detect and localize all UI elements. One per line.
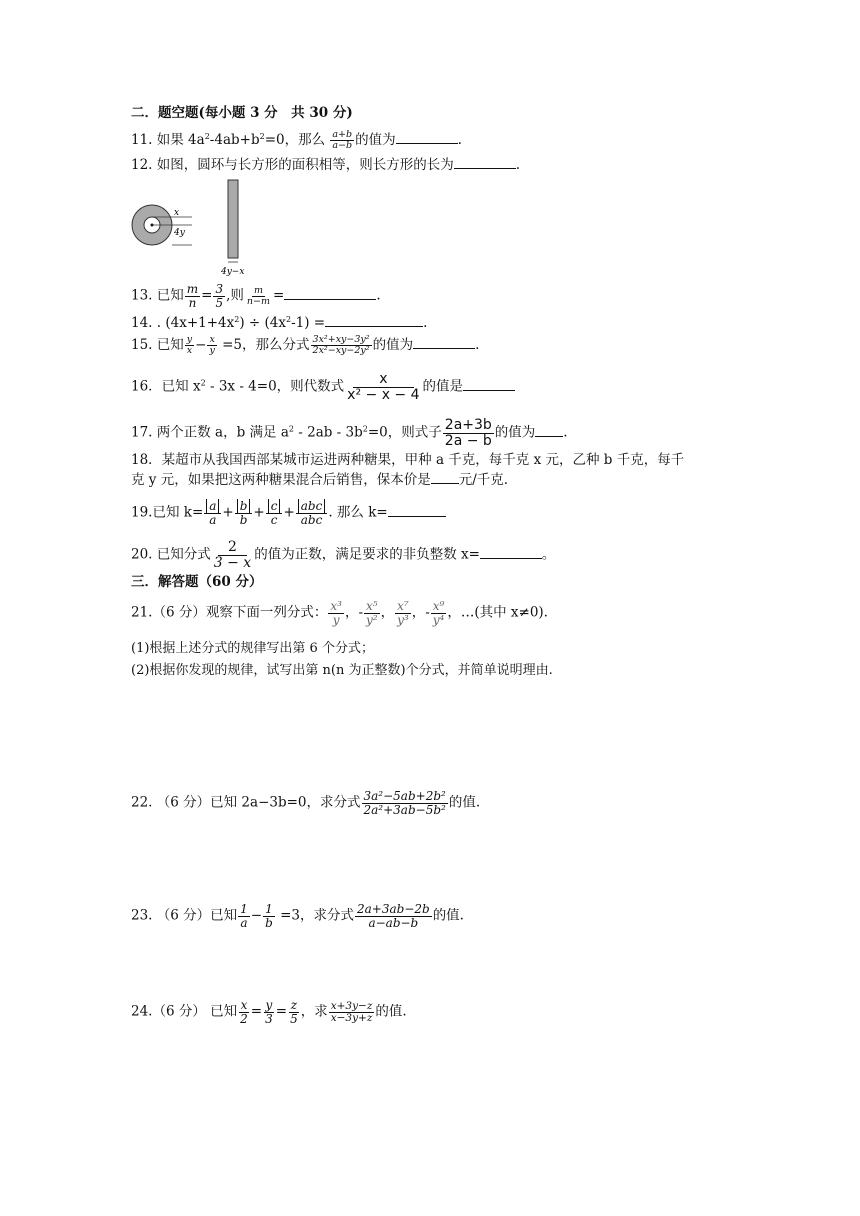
denominator: c <box>270 512 278 527</box>
q24-text: 24.（6 分） 已知 <box>131 1003 238 1020</box>
q17-text: 的值为 <box>494 424 536 441</box>
question-22 <box>131 790 480 816</box>
denominator: y³ <box>397 612 409 627</box>
q11-fraction <box>330 130 354 151</box>
answer-blank[interactable] <box>463 389 515 391</box>
denominator: 2a − b <box>444 432 492 449</box>
denominator: b <box>239 512 248 527</box>
section-3-heading: 三．解答题（60 分） <box>131 574 263 590</box>
q20-text: 20. 已知分式 <box>131 546 211 563</box>
q15-fraction-2 <box>207 335 216 356</box>
q23-text: 23. （6 分）已知 <box>131 907 238 924</box>
q20-text: 的值为正数，满足要求的非负整数 x= <box>254 546 480 563</box>
numerator: x⁵ <box>366 599 378 613</box>
denominator: 5 <box>215 295 224 310</box>
minus: - <box>358 604 363 621</box>
q20-fraction <box>212 540 253 570</box>
numerator: m <box>253 284 263 296</box>
q19-term-4 <box>296 500 328 526</box>
numerator: 2 <box>218 540 247 556</box>
equals: = <box>250 1003 263 1020</box>
label-width: 4y−x <box>221 267 245 277</box>
answer-blank[interactable] <box>535 435 563 437</box>
numerator: 1 <box>265 902 273 916</box>
denominator: y⁴ <box>432 612 445 627</box>
q13-fraction-3 <box>245 286 272 307</box>
q14-text: ) ÷ (4x <box>239 315 286 331</box>
question-17: 17. 两个正数 a，b 满足 $a^2 - 2ab - 3b^2=0$，则式子 $\frac{2a+3b}{2a - b}$ 的值为 . <box>131 417 568 449</box>
numerator: 3 <box>215 282 224 296</box>
question-23 <box>131 903 464 929</box>
denominator: 2x²−xy−2y² <box>312 344 370 356</box>
q13-text: 13. 已知 <box>131 287 184 304</box>
numerator: y <box>186 334 193 345</box>
q15-text: =5，那么分式 <box>217 336 310 353</box>
numerator: z <box>290 998 298 1012</box>
q23-fraction-3 <box>355 903 432 929</box>
numerator: 1 <box>240 902 248 916</box>
question-20 <box>131 540 555 570</box>
q19-text: . 那么 k= <box>328 504 388 521</box>
q24-text: 的值. <box>375 1003 407 1020</box>
question-19 <box>131 500 446 526</box>
rectangle <box>228 180 238 258</box>
answer-blank[interactable] <box>396 142 458 144</box>
q23-fraction-1 <box>238 903 250 929</box>
q11-text: -4ab+b <box>209 132 260 148</box>
q13-text: = <box>273 287 285 304</box>
question-24 <box>131 999 407 1025</box>
denominator: y <box>332 612 340 627</box>
numerator: x <box>209 334 215 345</box>
denominator: a <box>240 915 248 930</box>
q13-fraction-2 <box>213 283 225 309</box>
q22-text: 22. （6 分）已知 2a−3b=0，求分式 <box>131 794 361 811</box>
q14-text: -1) = <box>291 315 326 331</box>
q12-text: . <box>515 157 521 173</box>
q13-fraction-1 <box>185 283 200 309</box>
q21-fraction-2 <box>364 600 380 626</box>
numerator: 2a+3ab−2b <box>357 902 430 916</box>
denominator: x−3y+z <box>330 1011 373 1024</box>
numerator: c <box>268 499 281 513</box>
denominator: b <box>265 915 273 930</box>
denominator: 2 <box>240 1011 248 1026</box>
equals: = <box>275 1003 288 1020</box>
q22-text: 的值. <box>448 794 481 811</box>
answer-blank[interactable] <box>431 482 459 484</box>
q21-fraction-3 <box>395 600 411 626</box>
denominator: 3 <box>265 1011 273 1026</box>
denominator: abc <box>300 512 323 527</box>
q13-text: . <box>376 287 381 304</box>
denominator: 5 <box>290 1011 298 1026</box>
q19-term-3 <box>266 500 283 526</box>
answer-blank[interactable] <box>480 557 542 559</box>
minus: - <box>425 604 430 621</box>
question-21 <box>131 600 548 626</box>
q15-text: 15. 已知 <box>131 336 184 353</box>
q17-text: - 2ab - 3b <box>293 424 363 441</box>
numerator: 3x²+xy−3y² <box>312 334 370 345</box>
plus: + <box>222 504 234 521</box>
q24-fraction-3 <box>288 999 300 1025</box>
q24-fraction-1 <box>238 999 250 1025</box>
numerator: x+3y−z <box>330 999 373 1012</box>
numerator: abc <box>298 499 326 513</box>
q17-text: =0，则式子 <box>367 424 442 441</box>
q16-text: 的值是 <box>422 378 464 395</box>
q19-term-1 <box>204 500 221 526</box>
q19-term-2 <box>235 500 253 526</box>
minus: − <box>195 336 207 353</box>
q11-text: 的值为 <box>355 132 396 148</box>
plus: + <box>283 504 295 521</box>
label-x: x <box>174 208 180 218</box>
denominator: a <box>209 512 217 527</box>
comma: ， <box>344 604 359 621</box>
q13-text: ,则 <box>226 287 244 304</box>
numerator: y <box>265 998 273 1012</box>
q16-fraction <box>345 372 421 402</box>
plus: + <box>253 504 265 521</box>
comma: ， <box>411 604 426 621</box>
denominator: n <box>188 295 197 310</box>
q11-text: . <box>457 132 462 148</box>
q15-fraction-3 <box>311 335 372 356</box>
q17-fraction <box>443 418 494 448</box>
numerator: x³ <box>330 599 342 613</box>
q18-text: 元/千克. <box>458 472 509 488</box>
q16-text: - 3x - 4=0，则代数式 <box>205 378 345 395</box>
q19-text: 19.已知 k= <box>131 504 204 521</box>
denominator: x <box>186 344 193 356</box>
q20-text: 。 <box>541 546 556 563</box>
denominator: y <box>209 344 215 356</box>
numerator: m <box>186 282 199 296</box>
numerator: x⁷ <box>397 599 409 613</box>
q24-text: ，求 <box>300 1003 328 1020</box>
q14-text: 14. . (4x+1+4x <box>131 315 235 331</box>
denominator: 3 − x <box>213 554 252 571</box>
label-4y: 4y <box>174 228 185 238</box>
denominator: n−m <box>246 295 270 307</box>
q11-denominator: a−b <box>332 140 353 151</box>
q21-text: ，…(其中 x≠0). <box>447 604 548 621</box>
numerator: x⁹ <box>432 599 445 613</box>
numerator: a <box>206 499 219 513</box>
denominator: 2a²+3ab−5b² <box>363 802 446 817</box>
q11-text: 11. 如果 4a <box>131 132 205 148</box>
comma: ， <box>380 604 395 621</box>
question-15 <box>131 335 479 356</box>
q21-fraction-1 <box>328 600 344 626</box>
q14-text: . <box>423 315 428 331</box>
q24-fraction-4 <box>329 1001 375 1024</box>
q15-fraction-1 <box>185 335 194 356</box>
q16-text: 16．已知 x <box>131 378 201 395</box>
q11-numerator: a+b <box>332 129 353 141</box>
denominator: a−ab−b <box>368 915 419 930</box>
denominator: x² − x − 4 <box>347 386 420 403</box>
question-21-part-2: (2)根据你发现的规律，试写出第 n(n 为正整数)个分式，并简单说明理由. <box>131 663 553 678</box>
answer-blank[interactable] <box>388 515 446 517</box>
q21-text: 21.（6 分）观察下面一列分式： <box>131 604 328 621</box>
q12-text: 12. 如图，圆环与长方形的面积相等，则长方形的长为 <box>131 157 454 173</box>
question-13 <box>131 283 381 309</box>
question-12 <box>131 156 520 174</box>
question-16: 16．已知 $x^2 - 3x - 4=0$，则代数式 $\frac{x}{\text{x² − x − 4}}$ 的值是 <box>131 372 515 402</box>
q12-figure <box>104 178 264 278</box>
q15-text: 的值为 <box>372 336 414 353</box>
numerator: 2a+3b <box>444 417 492 433</box>
minus: − <box>250 907 263 924</box>
answer-blank[interactable] <box>454 167 516 169</box>
q24-fraction-2 <box>263 999 275 1025</box>
q11-text: =0，那么 <box>264 132 326 148</box>
section-2-heading: 二．题空题(每小题 3 分 共 30 分) <box>131 105 353 121</box>
denominator: y² <box>366 612 378 627</box>
q22-fraction <box>362 790 448 816</box>
question-18-line-1: 18．某超市从我国西部某城市运进两种糖果，甲种 a 千克，每千克 x 元，乙种 b 千克，每千 <box>131 452 685 468</box>
q17-text: . <box>563 424 568 441</box>
numerator: 3a²−5ab+2b² <box>363 789 446 803</box>
answer-blank[interactable] <box>284 298 376 300</box>
question-14: 14. . $(4x+1+4x^2) \div (4x^2-1)$ = . <box>131 315 428 331</box>
numerator: b <box>237 499 251 513</box>
q23-text: 的值. <box>432 907 464 924</box>
q17-text: 17. 两个正数 a，b 满足 a <box>131 424 289 441</box>
q23-fraction-2 <box>263 903 275 929</box>
q18-text: 克 y 元，如果把这两种糖果混合后销售，保本价是 <box>131 472 431 488</box>
question-21-part-1: (1)根据上述分式的规律写出第 6 个分式； <box>131 641 374 656</box>
q21-fraction-4 <box>431 600 447 626</box>
q23-text: =3，求分式 <box>275 907 354 924</box>
q15-text: . <box>475 336 480 353</box>
question-11: 11. 如果 $4a^2-4ab+b^2=0$，那么 $\frac{a+b}{a-b}$ 的值为 . <box>131 129 462 151</box>
numerator: x <box>240 998 248 1012</box>
numerator: x <box>353 372 413 388</box>
question-18-line-2 <box>131 471 508 489</box>
answer-blank[interactable] <box>325 325 423 327</box>
answer-blank[interactable] <box>413 347 475 349</box>
equals: = <box>201 287 213 304</box>
